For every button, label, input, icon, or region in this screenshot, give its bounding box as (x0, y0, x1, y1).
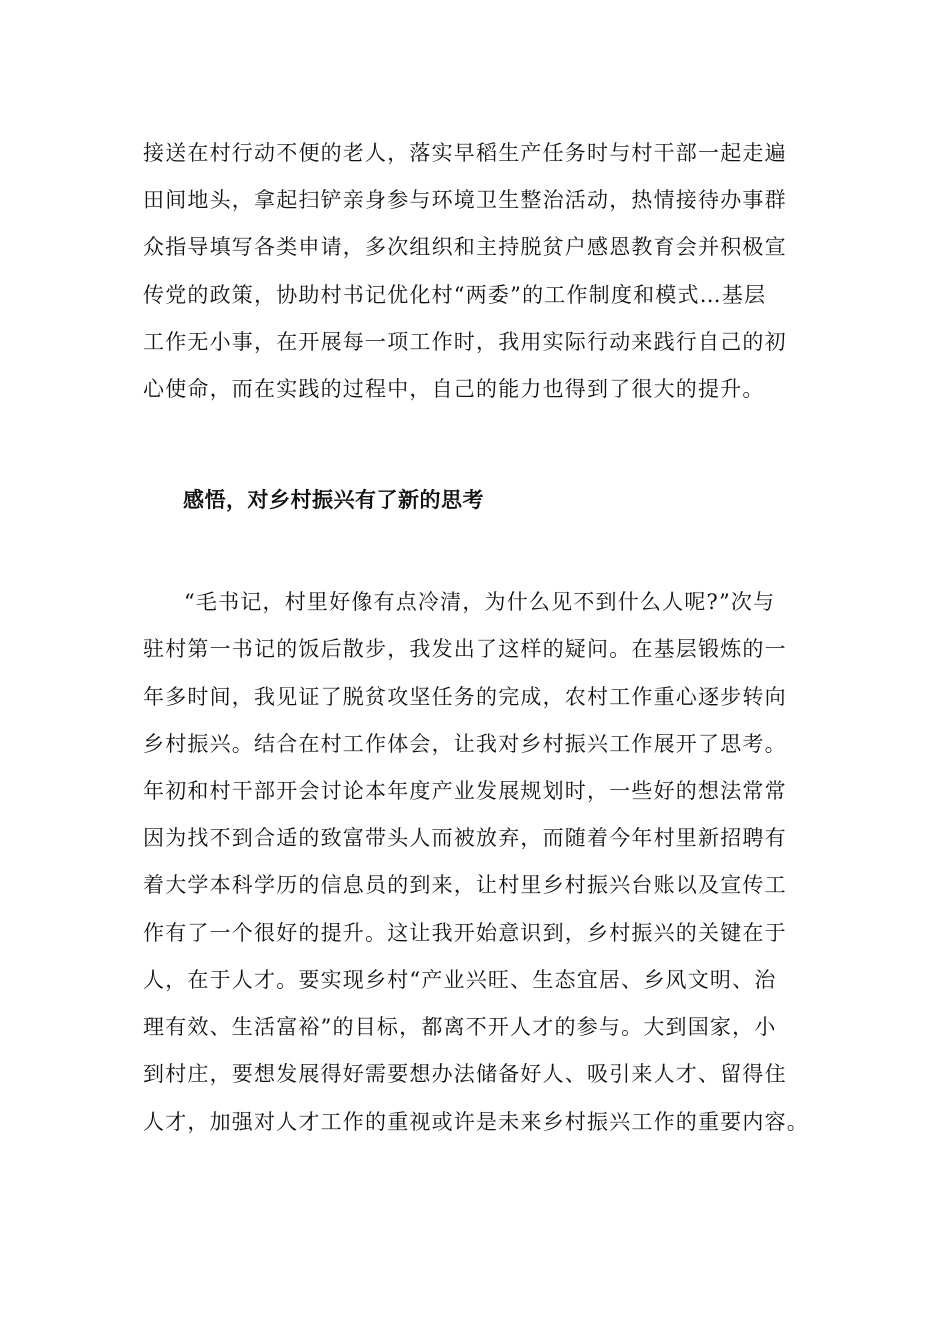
paragraph-line: 众指导填写各类申请，多次组织和主持脱贫户感恩教育会并积极宣 (143, 235, 787, 259)
section-heading: 感悟，对乡村振兴有了新的思考 (183, 487, 484, 512)
paragraph-line: 到村庄，要想发展得好需要想办法储备好人、吸引来人才、留得住 (143, 1062, 787, 1086)
paragraph-line: 因为找不到合适的致富带头人而被放弃，而随着今年村里新招聘有 (143, 826, 787, 850)
paragraph-line: 作有了一个很好的提升。这让我开始意识到，乡村振兴的关键在于 (143, 921, 787, 945)
paragraph-line: 传党的政策，协助村书记优化村“两委”的工作制度和模式…基层 (143, 283, 767, 307)
paragraph-line: 理有效、生活富裕”的目标，都离不开人才的参与。大到国家，小 (143, 1015, 777, 1039)
paragraph-line: 人，在于人才。要实现乡村“产业兴旺、生态宜居、乡风文明、治 (143, 968, 777, 992)
paragraph-line: 接送在村行动不便的老人，落实早稻生产任务时与村干部一起走遍 (143, 141, 787, 165)
paragraph-line: 年初和村干部开会讨论本年度产业发展规划时，一些好的想法常常 (143, 779, 787, 803)
paragraph-line: 乡村振兴。结合在村工作体会，让我对乡村振兴工作展开了思考。 (143, 732, 787, 756)
paragraph-line: 驻村第一书记的饭后散步，我发出了这样的疑问。在基层锻炼的一 (143, 637, 787, 661)
paragraph-line: 田间地头，拿起扫铲亲身参与环境卫生整治活动，热情接待办事群 (143, 188, 787, 212)
paragraph-line: “毛书记，村里好像有点冷清，为什么见不到什么人呢?”次与 (184, 590, 776, 614)
paragraph-line: 心使命，而在实践的过程中，自己的能力也得到了很大的提升。 (143, 377, 765, 401)
paragraph-line: 着大学本科学历的信息员的到来，让村里乡村振兴台账以及宣传工 (143, 873, 787, 897)
paragraph-line: 年多时间，我见证了脱贫攻坚任务的完成，农村工作重心逐步转向 (143, 685, 787, 709)
paragraph-line: 人才，加强对人才工作的重视或许是未来乡村振兴工作的重要内容。 (143, 1110, 809, 1134)
paragraph-line: 工作无小事，在开展每一项工作时，我用实际行动来践行自己的初 (143, 330, 787, 354)
